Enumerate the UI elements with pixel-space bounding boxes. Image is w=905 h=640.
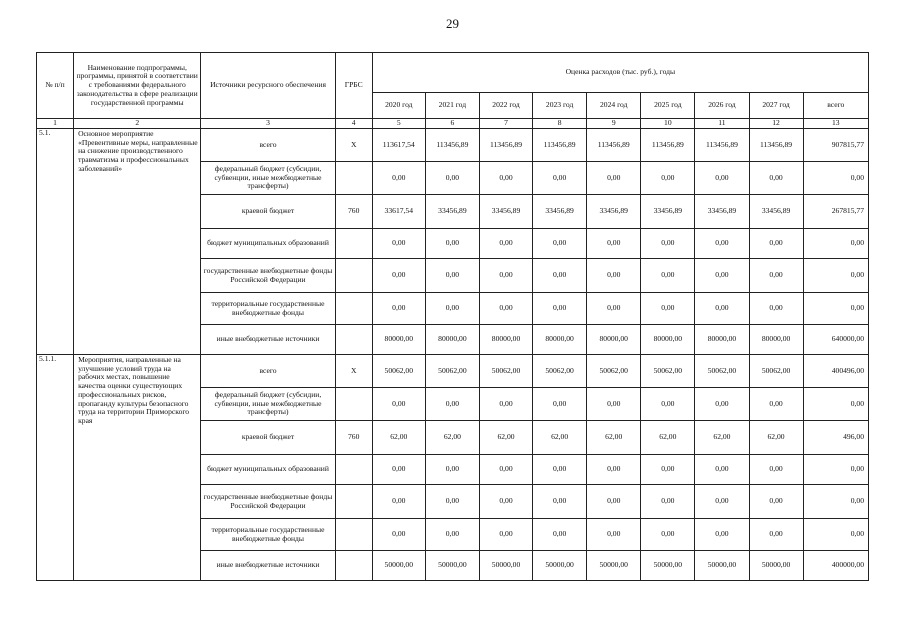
column-number: 1 (37, 119, 74, 129)
header-year: 2020 год (372, 93, 425, 119)
value-cell: 62,00 (749, 421, 803, 455)
value-cell: 0,00 (641, 519, 695, 551)
value-cell: 80000,00 (695, 325, 749, 355)
source-label: иные внебюджетные источники (201, 551, 335, 581)
grbs-code (335, 162, 372, 195)
value-cell: 0,00 (533, 293, 587, 325)
source-label: всего (201, 129, 335, 162)
header-year: 2022 год (479, 93, 532, 119)
column-number: 13 (803, 119, 868, 129)
value-cell: 80000,00 (587, 325, 641, 355)
column-number: 6 (425, 119, 479, 129)
value-cell: 0,00 (533, 229, 587, 259)
value-cell: 50062,00 (587, 355, 641, 388)
source-label: государственные внебюджетные фонды Российской Федерации (201, 259, 335, 293)
value-cell: 50000,00 (425, 551, 479, 581)
value-cell: 50062,00 (425, 355, 479, 388)
source-label: государственные внебюджетные фонды Российской Федерации (201, 485, 335, 519)
value-cell: 0,00 (695, 455, 749, 485)
header-source: Источники ресурсного обеспечения (201, 53, 335, 119)
value-cell: 33456,89 (695, 195, 749, 229)
value-cell: 62,00 (587, 421, 641, 455)
header-year: 2026 год (695, 93, 749, 119)
value-cell: 50000,00 (749, 551, 803, 581)
value-cell: 0,00 (695, 162, 749, 195)
value-cell: 0,00 (695, 259, 749, 293)
value-cell: 0,00 (749, 229, 803, 259)
value-cell: 0,00 (533, 259, 587, 293)
value-cell: 0,00 (425, 519, 479, 551)
value-cell: 0,00 (479, 293, 532, 325)
value-cell: 50062,00 (479, 355, 532, 388)
header-year: 2027 год (749, 93, 803, 119)
value-cell: 113617,54 (372, 129, 425, 162)
value-cell: 80000,00 (425, 325, 479, 355)
grbs-code: Х (335, 129, 372, 162)
value-cell: 0,00 (695, 485, 749, 519)
value-cell: 62,00 (695, 421, 749, 455)
value-cell: 0,00 (641, 162, 695, 195)
table-row (37, 129, 869, 162)
value-cell: 0,00 (803, 259, 868, 293)
value-cell: 0,00 (641, 388, 695, 421)
value-cell: 267815,77 (803, 195, 868, 229)
value-cell: 33456,89 (749, 195, 803, 229)
header-estimate: Оценка расходов (тыс. руб.), годы (372, 53, 868, 93)
value-cell: 0,00 (587, 162, 641, 195)
value-cell: 50000,00 (533, 551, 587, 581)
value-cell: 0,00 (695, 388, 749, 421)
header-grbs: ГРБС (335, 53, 372, 119)
value-cell: 50062,00 (372, 355, 425, 388)
value-cell: 0,00 (749, 388, 803, 421)
value-cell: 0,00 (425, 485, 479, 519)
value-cell: 50000,00 (695, 551, 749, 581)
source-label: бюджет муниципальных образований (201, 229, 335, 259)
page-number: 29 (446, 16, 459, 31)
value-cell: 0,00 (803, 455, 868, 485)
column-number: 3 (201, 119, 335, 129)
value-cell: 0,00 (587, 259, 641, 293)
value-cell: 50062,00 (533, 355, 587, 388)
value-cell: 0,00 (479, 519, 532, 551)
grbs-code (335, 325, 372, 355)
value-cell: 400000,00 (803, 551, 868, 581)
value-cell: 0,00 (425, 455, 479, 485)
value-cell: 0,00 (479, 455, 532, 485)
value-cell: 0,00 (749, 293, 803, 325)
value-cell: 400496,00 (803, 355, 868, 388)
value-cell: 0,00 (425, 293, 479, 325)
source-label: бюджет муниципальных образований (201, 455, 335, 485)
row-number: 5.1.1. (37, 355, 74, 581)
value-cell: 0,00 (587, 485, 641, 519)
value-cell: 62,00 (372, 421, 425, 455)
value-cell: 0,00 (372, 293, 425, 325)
grbs-code (335, 551, 372, 581)
value-cell: 0,00 (533, 519, 587, 551)
value-cell: 0,00 (641, 455, 695, 485)
value-cell: 0,00 (587, 455, 641, 485)
value-cell: 0,00 (803, 162, 868, 195)
source-label: территориальные государственные внебюджетные фонды (201, 293, 335, 325)
header-year: всего (803, 93, 868, 119)
value-cell: 0,00 (372, 388, 425, 421)
value-cell: 80000,00 (533, 325, 587, 355)
value-cell: 0,00 (372, 519, 425, 551)
source-label: федеральный бюджет (субсидии, субвенции, иные межбюджетные трансферты) (201, 162, 335, 195)
value-cell: 0,00 (425, 259, 479, 293)
value-cell: 113456,89 (749, 129, 803, 162)
grbs-code: Х (335, 355, 372, 388)
value-cell: 33456,89 (533, 195, 587, 229)
value-cell: 50062,00 (641, 355, 695, 388)
value-cell: 0,00 (479, 388, 532, 421)
source-label: федеральный бюджет (субсидии, субвенции, иные межбюджетные трансферты) (201, 388, 335, 421)
value-cell: 0,00 (803, 229, 868, 259)
column-number: 8 (533, 119, 587, 129)
value-cell: 62,00 (425, 421, 479, 455)
value-cell: 0,00 (587, 388, 641, 421)
value-cell: 0,00 (425, 388, 479, 421)
value-cell: 50062,00 (695, 355, 749, 388)
value-cell: 62,00 (533, 421, 587, 455)
value-cell: 80000,00 (749, 325, 803, 355)
value-cell: 113456,89 (587, 129, 641, 162)
value-cell: 0,00 (425, 229, 479, 259)
value-cell: 0,00 (749, 162, 803, 195)
header-year: 2021 год (425, 93, 479, 119)
value-cell: 0,00 (372, 229, 425, 259)
column-number: 2 (74, 119, 201, 129)
measure-name: Мероприятия, направленные на улучшение условий труда на рабочих местах, повышение качества оценки существующих профессиональных рисков, пропаганду культуры безопасного труда на территории Приморского края (74, 355, 201, 581)
value-cell: 113456,89 (695, 129, 749, 162)
value-cell: 0,00 (749, 455, 803, 485)
header-no: № п/п (37, 53, 74, 119)
value-cell: 0,00 (479, 485, 532, 519)
source-label: всего (201, 355, 335, 388)
value-cell: 33456,89 (587, 195, 641, 229)
value-cell: 0,00 (803, 293, 868, 325)
source-label: краевой бюджет (201, 421, 335, 455)
value-cell: 0,00 (587, 519, 641, 551)
column-numbers-row (37, 119, 869, 129)
value-cell: 33456,89 (425, 195, 479, 229)
value-cell: 50000,00 (641, 551, 695, 581)
value-cell: 80000,00 (641, 325, 695, 355)
column-number: 9 (587, 119, 641, 129)
source-label: краевой бюджет (201, 195, 335, 229)
value-cell: 0,00 (372, 259, 425, 293)
column-number: 4 (335, 119, 372, 129)
value-cell: 62,00 (641, 421, 695, 455)
column-number: 11 (695, 119, 749, 129)
value-cell: 0,00 (695, 293, 749, 325)
value-cell: 0,00 (533, 162, 587, 195)
header-year: 2025 год (641, 93, 695, 119)
value-cell: 0,00 (695, 519, 749, 551)
column-number: 5 (372, 119, 425, 129)
value-cell: 50000,00 (587, 551, 641, 581)
value-cell: 0,00 (479, 229, 532, 259)
grbs-code (335, 259, 372, 293)
value-cell: 33456,89 (641, 195, 695, 229)
value-cell: 0,00 (803, 388, 868, 421)
value-cell: 33617,54 (372, 195, 425, 229)
source-label: иные внебюджетные источники (201, 325, 335, 355)
grbs-code (335, 455, 372, 485)
value-cell: 113456,89 (479, 129, 532, 162)
value-cell: 0,00 (641, 293, 695, 325)
value-cell: 0,00 (749, 259, 803, 293)
value-cell: 33456,89 (479, 195, 532, 229)
header-name: Наименование подпрограммы, программы, принятой в соответствии с требованиями федерального законодательства в сфере реализации государственной программы (74, 53, 201, 119)
value-cell: 0,00 (641, 229, 695, 259)
grbs-code (335, 485, 372, 519)
value-cell: 0,00 (533, 455, 587, 485)
value-cell: 113456,89 (641, 129, 695, 162)
value-cell: 0,00 (587, 293, 641, 325)
grbs-code (335, 229, 372, 259)
value-cell: 0,00 (372, 485, 425, 519)
value-cell: 0,00 (803, 519, 868, 551)
table-row (37, 355, 869, 388)
value-cell: 0,00 (533, 388, 587, 421)
column-number: 12 (749, 119, 803, 129)
value-cell: 496,00 (803, 421, 868, 455)
header-year: 2024 год (587, 93, 641, 119)
source-label: территориальные государственные внебюджетные фонды (201, 519, 335, 551)
value-cell: 0,00 (425, 162, 479, 195)
grbs-code: 760 (335, 421, 372, 455)
value-cell: 640000,00 (803, 325, 868, 355)
expenditure-table (36, 52, 869, 581)
grbs-code (335, 388, 372, 421)
value-cell: 0,00 (641, 259, 695, 293)
value-cell: 0,00 (803, 485, 868, 519)
value-cell: 50000,00 (372, 551, 425, 581)
value-cell: 0,00 (479, 259, 532, 293)
row-number: 5.1. (37, 129, 74, 355)
value-cell: 0,00 (749, 485, 803, 519)
value-cell: 80000,00 (372, 325, 425, 355)
value-cell: 907815,77 (803, 129, 868, 162)
value-cell: 113456,89 (533, 129, 587, 162)
grbs-code (335, 293, 372, 325)
measure-name: Основное мероприятие «Превентивные меры, направленные на снижение производственного травматизма и профессиональных заболеваний» (74, 129, 201, 355)
value-cell: 0,00 (479, 162, 532, 195)
value-cell: 0,00 (695, 229, 749, 259)
value-cell: 80000,00 (479, 325, 532, 355)
header-year: 2023 год (533, 93, 587, 119)
value-cell: 62,00 (479, 421, 532, 455)
value-cell: 50000,00 (479, 551, 532, 581)
table-body (37, 129, 869, 581)
value-cell: 0,00 (372, 162, 425, 195)
grbs-code (335, 519, 372, 551)
value-cell: 0,00 (749, 519, 803, 551)
value-cell: 0,00 (587, 229, 641, 259)
value-cell: 113456,89 (425, 129, 479, 162)
value-cell: 0,00 (372, 455, 425, 485)
value-cell: 50062,00 (749, 355, 803, 388)
column-number: 10 (641, 119, 695, 129)
grbs-code: 760 (335, 195, 372, 229)
column-number: 7 (479, 119, 532, 129)
value-cell: 0,00 (533, 485, 587, 519)
value-cell: 0,00 (641, 485, 695, 519)
